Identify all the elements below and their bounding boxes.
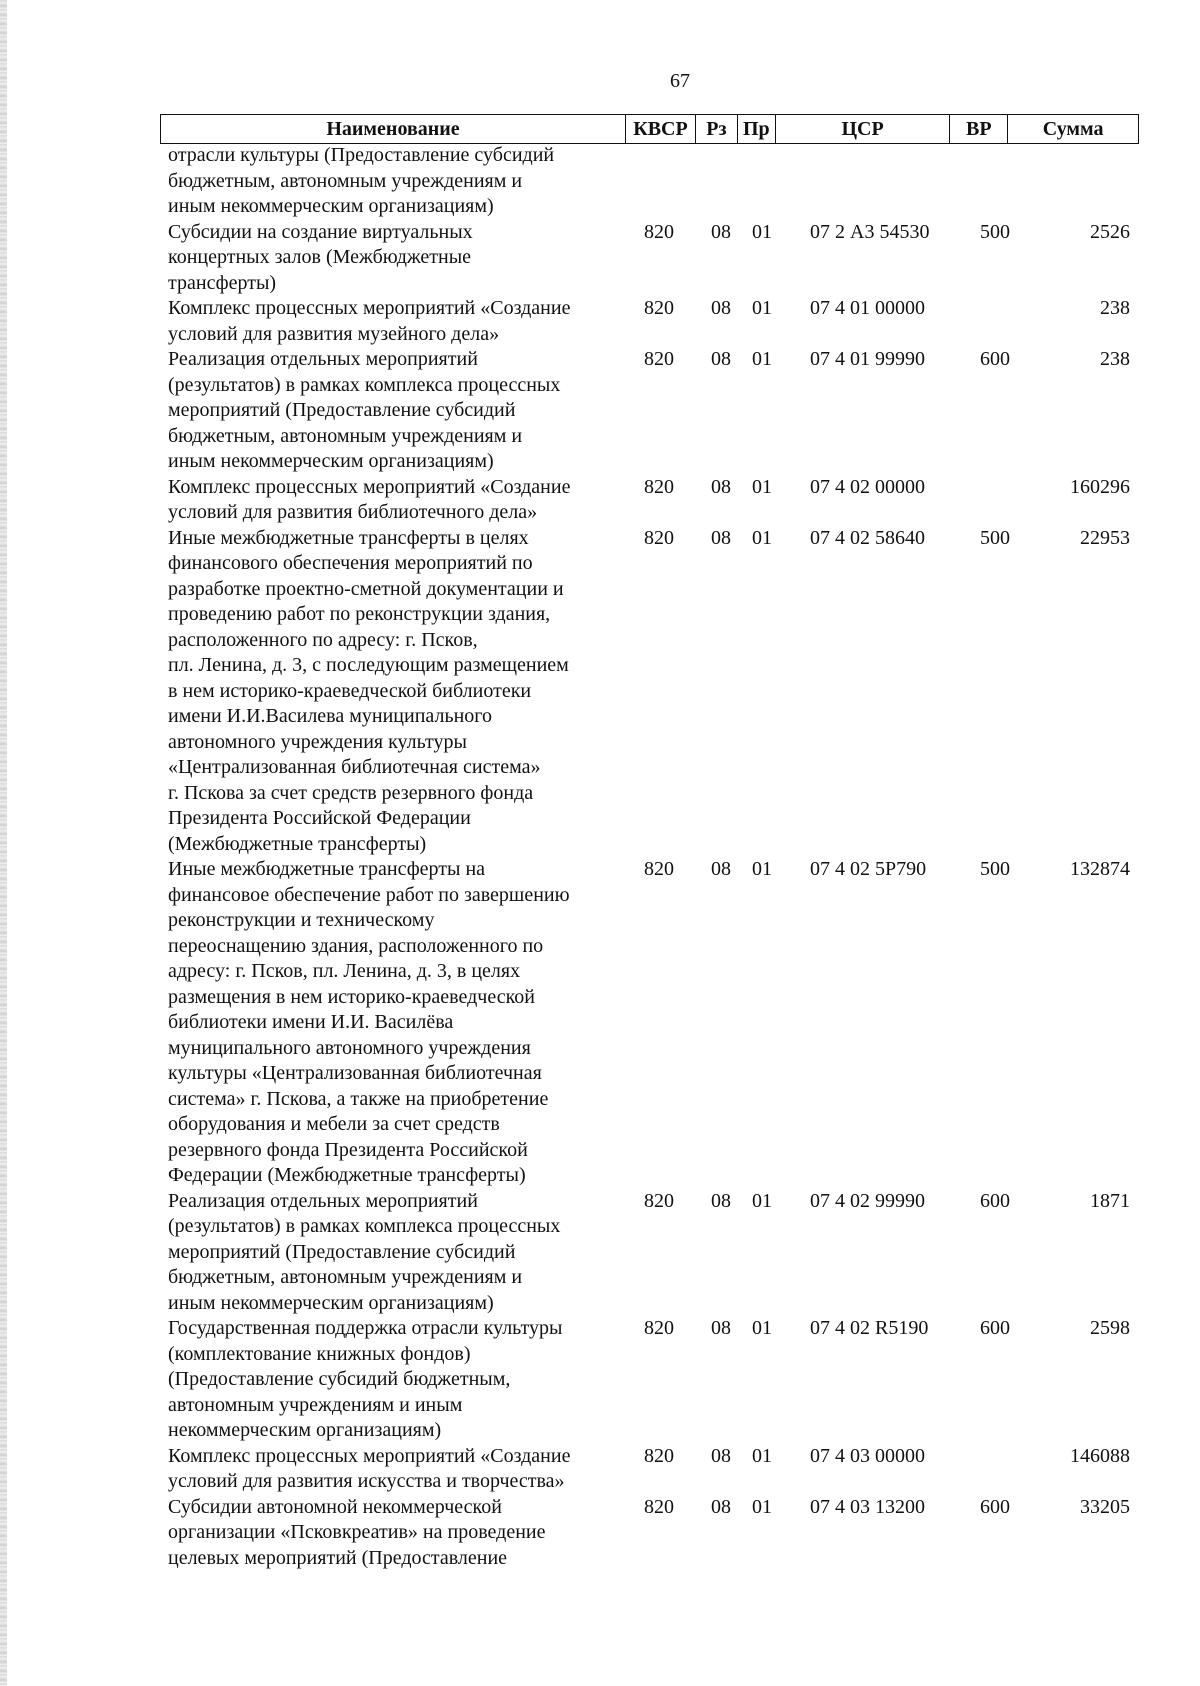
row-rz: 08 (711, 1317, 731, 1339)
row-name: Комплекс процессных мероприятий «Создание условий для развития искусства и творчества» (168, 1444, 571, 1492)
row-name: Субсидии на создание виртуальных концертных залов (Межбюджетные трансферты) (168, 220, 473, 294)
row-pr: 01 (752, 526, 772, 549)
row-kvsr: 820 (644, 858, 674, 880)
row-rz: 08 (711, 220, 731, 243)
table-body (168, 143, 1148, 1571)
table-row (168, 1444, 1148, 1495)
row-pr: 01 (752, 1444, 772, 1467)
row-name: Реализация отдельных мероприятий (результатов) в рамках комплекса процессных мероприятий (Предоставление субсидий бюджетным, автономным учреждениям и иным некоммерческим организациям) (168, 348, 561, 472)
row-csr: 07 4 02 R5190 (810, 1317, 929, 1339)
row-csr: 07 2 А3 54530 (810, 220, 930, 243)
row-name: Комплекс процессных мероприятий «Создание условий для развития библиотечного дела» (168, 475, 571, 523)
row-csr: 07 4 01 99990 (810, 348, 925, 370)
header-kvsr: КВСР (626, 115, 696, 143)
row-name: Государственная поддержка отрасли культуры (комплектование книжных фондов) (Предоставление субсидий бюджетным, автономным учреждениям и иным некоммерческим организациям) (168, 1317, 563, 1441)
row-name: Комплекс процессных мероприятий «Создание условий для развития музейного дела» (168, 297, 571, 345)
row-sum: 2598 (1090, 1317, 1130, 1339)
row-kvsr: 820 (644, 526, 674, 549)
row-rz: 08 (711, 1444, 731, 1467)
table-row (168, 143, 1148, 220)
row-pr: 01 (752, 1317, 772, 1339)
row-rz: 08 (711, 348, 731, 370)
row-rz: 08 (711, 1495, 731, 1518)
row-pr: 01 (752, 475, 772, 498)
row-kvsr: 820 (644, 1317, 674, 1339)
header-name: Наименование (161, 115, 626, 143)
row-name: отрасли культуры (Предоставление субсидий бюджетным, автономным учреждениям и иным некоммерческим организациям) (168, 144, 555, 217)
table-header (160, 114, 1139, 144)
row-kvsr: 820 (644, 475, 674, 498)
row-pr: 01 (752, 220, 772, 243)
table-row (168, 1316, 1148, 1444)
row-rz: 08 (711, 526, 731, 549)
row-vr: 600 (980, 1317, 1010, 1339)
row-csr: 07 4 01 00000 (810, 297, 925, 319)
row-rz: 08 (711, 475, 731, 498)
row-pr: 01 (752, 858, 772, 880)
row-sum: 33205 (1080, 1495, 1130, 1518)
row-name: Иные межбюджетные трансферты в целях финансового обеспечения мероприятий по разработке проектно-сметной документации и проведению работ по реконструкции здания, расположенного по адресу: г. Псков, пл. Ленина, д. 3, с последующим размещением в нем историко-краеведческой библиотеки имени И.И.Василева муниципального автономного учреждения культуры «Централизованная библиотечная система» г. Пскова за счет средств резервного фонда Президента Российской Федерации (Межбюджетные трансферты) (168, 526, 569, 855)
row-sum: 146088 (1070, 1444, 1130, 1467)
table-row (168, 1189, 1148, 1317)
row-rz: 08 (711, 1189, 731, 1212)
row-kvsr: 820 (644, 1495, 674, 1518)
table-row (168, 857, 1148, 1189)
row-csr: 07 4 02 5Р790 (810, 858, 927, 880)
row-pr: 01 (752, 297, 772, 319)
table-row (168, 220, 1148, 297)
row-sum: 238 (1100, 348, 1130, 370)
table-row (168, 526, 1148, 858)
header-csr: ЦСР (776, 115, 951, 143)
scan-edge (0, 0, 7, 1686)
row-name: Реализация отдельных мероприятий (результатов) в рамках комплекса процессных мероприятий (Предоставление субсидий бюджетным, автономным учреждениям и иным некоммерческим организациям) (168, 1189, 561, 1314)
row-sum: 238 (1100, 297, 1130, 319)
row-vr: 500 (980, 858, 1010, 880)
row-kvsr: 820 (644, 297, 674, 319)
table-row (168, 347, 1148, 475)
row-csr: 07 4 02 58640 (810, 526, 925, 549)
table-row (168, 1495, 1148, 1572)
row-kvsr: 820 (644, 1444, 674, 1467)
row-csr: 07 4 03 13200 (810, 1495, 925, 1518)
page-number: 67 (670, 70, 690, 92)
row-sum: 1871 (1090, 1189, 1130, 1212)
row-sum: 132874 (1070, 858, 1130, 880)
row-name: Субсидии автономной некоммерческой организации «Псковкреатив» на проведение целевых мероприятий (Предоставление (168, 1495, 546, 1569)
row-csr: 07 4 03 00000 (810, 1444, 925, 1467)
row-pr: 01 (752, 1189, 772, 1212)
row-vr: 500 (980, 526, 1010, 549)
header-rz: Рз (696, 115, 738, 143)
header-sum: Сумма (1042, 117, 1104, 140)
row-kvsr: 820 (644, 1189, 674, 1212)
row-vr: 600 (980, 348, 1010, 370)
row-rz: 08 (711, 858, 731, 880)
row-vr: 500 (980, 220, 1010, 243)
header-pr: Пр (738, 115, 776, 143)
table-row (168, 475, 1148, 526)
row-vr: 600 (980, 1495, 1010, 1518)
row-vr: 600 (980, 1189, 1010, 1212)
row-csr: 07 4 02 99990 (810, 1189, 925, 1212)
row-sum: 22953 (1080, 526, 1130, 549)
row-sum: 160296 (1070, 475, 1130, 498)
row-csr: 07 4 02 00000 (810, 475, 925, 498)
table-row (168, 296, 1148, 347)
row-rz: 08 (711, 297, 731, 319)
row-pr: 01 (752, 348, 772, 370)
row-kvsr: 820 (644, 348, 674, 370)
row-pr: 01 (752, 1495, 772, 1518)
header-vr: ВР (950, 115, 1008, 143)
row-kvsr: 820 (644, 220, 674, 243)
row-sum: 2526 (1090, 220, 1130, 243)
row-name: Иные межбюджетные трансферты на финансовое обеспечение работ по завершению реконструкции и техническому переоснащению здания, расположенного по адресу: г. Псков, пл. Ленина, д. 3, в целях размещения в нем историко-краеведческой библиотеки имени И.И. Василёва муниципального автономного учреждения культуры «Централизованная библиотечная система» г. Пскова, а также на приобретение оборудования и мебели за счет средств резервного фонда Президента Российской Федерации (Межбюджетные трансферты) (168, 858, 570, 1186)
